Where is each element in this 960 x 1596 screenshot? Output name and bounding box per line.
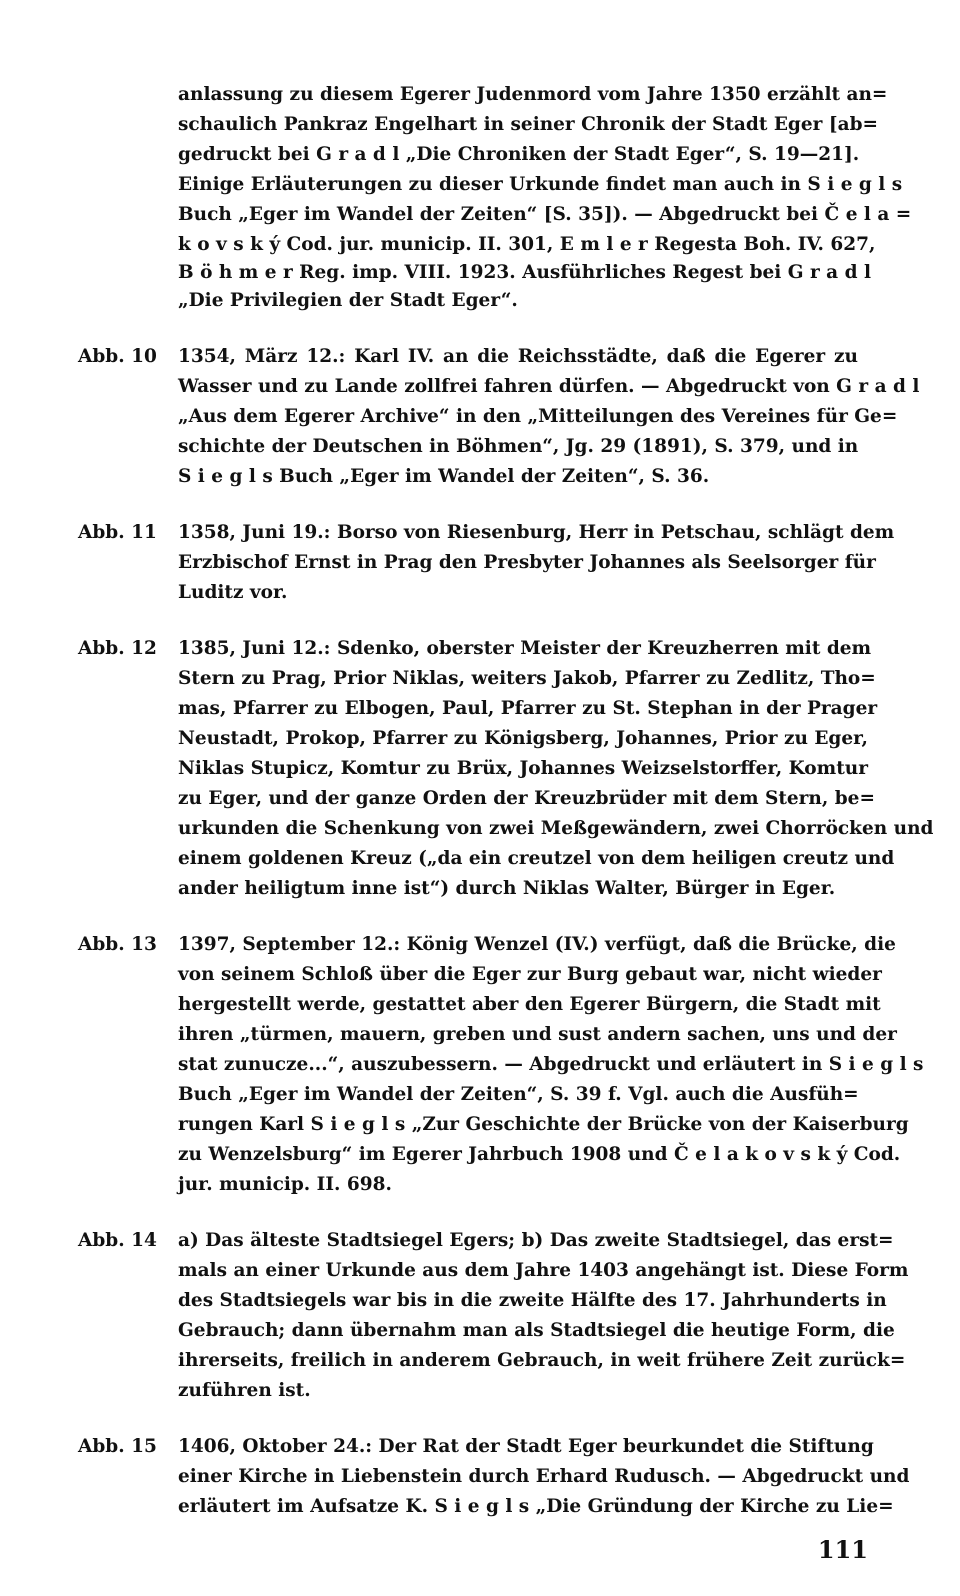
text-line: einem goldenen Kreuz („da ein creutzel von dem heiligen creutz und [178,848,895,869]
text-line: des Stadtsiegels war bis in die zweite Hälfte des 17. Jahrhunderts in [178,1290,887,1311]
text-line: „Die Privilegien der Stadt Eger“. [178,290,518,311]
entry-label: Abb. 13 [78,934,157,955]
entry-label: Abb. 15 [78,1436,157,1457]
text-line: urkunden die Schenkung von zwei Meßgewändern, zwei Chorröcken und [178,818,934,839]
entry-label: Abb. 14 [78,1230,157,1251]
text-line: ihrerseits, freilich in anderem Gebrauch, in weit frühere Zeit zurück= [178,1350,906,1371]
text-line: zuführen ist. [178,1380,311,1401]
text-line: Buch „Eger im Wandel der Zeiten“, S. 39 f. Vgl. auch die Ausfüh= [178,1084,859,1105]
text-line: gedruckt bei G r a d l „Die Chroniken der Stadt Eger“, S. 19—21]. [178,144,860,165]
text-line: jur. municip. II. 698. [178,1174,392,1195]
text-line: „Aus dem Egerer Archive“ in den „Mitteilungen des Vereines für Ge= [178,406,898,427]
text-line: schichte der Deutschen in Böhmen“, Jg. 29 (1891), S. 379, und in [178,436,859,457]
text-line: Wasser und zu Lande zollfrei fahren dürfen. — Abgedruckt von G r a d l [178,376,920,397]
text-line: anlassung zu diesem Egerer Judenmord vom Jahre 1350 erzählt an= [178,84,888,105]
page-number: 111 [817,1535,868,1564]
text-line: zu Eger, und der ganze Orden der Kreuzbrüder mit dem Stern, be= [178,788,875,809]
entry-label: Abb. 11 [78,522,157,543]
text-line: Luditz vor. [178,582,288,603]
text-line: mas, Pfarrer zu Elbogen, Paul, Pfarrer zu St. Stephan in der Prager [178,698,878,719]
text-line: stat zunucze...“, auszubessern. — Abgedruckt und erläutert in S i e g l s [178,1054,924,1075]
text-line: ihren „türmen, mauern, greben und sust andern sachen, uns und der [178,1024,897,1045]
text-line: Neustadt, Prokop, Pfarrer zu Königsberg, Johannes, Prior zu Eger, [178,728,868,749]
text-line: k o v s k ý Cod. jur. municip. II. 301, E m l e r Regesta Boh. IV. 627, [178,234,876,255]
text-line: 1385, Juni 12.: Sdenko, oberster Meister der Kreuzherren mit dem [178,638,872,659]
text-line: B ö h m e r Reg. imp. VIII. 1923. Ausführliches Regest bei G r a d l [178,262,872,283]
text-line: Stern zu Prag, Prior Niklas, weiters Jakob, Pfarrer zu Zedlitz, Tho= [178,668,876,689]
text-line: Niklas Stupicz, Komtur zu Brüx, Johannes Weizselstorffer, Komtur [178,758,868,779]
text-line: erläutert im Aufsatze K. S i e g l s „Die Gründung der Kirche zu Lie= [178,1496,894,1517]
text-line: von seinem Schloß über die Eger zur Burg gebaut war, nicht wieder [178,964,882,985]
text-line: ander heiligtum inne ist“) durch Niklas Walter, Bürger in Eger. [178,878,836,899]
entry-label: Abb. 12 [78,638,157,659]
text-line: Erzbischof Ernst in Prag den Presbyter Johannes als Seelsorger für [178,552,876,573]
text-line: Einige Erläuterungen zu dieser Urkunde findet man auch in S i e g l s [178,174,903,195]
text-line: zu Wenzelsburg“ im Egerer Jahrbuch 1908 und Č e l a k o v s k ý Cod. [178,1144,901,1165]
text-line: Gebrauch; dann übernahm man als Stadtsiegel die heutige Form, die [178,1320,895,1341]
text-line: S i e g l s Buch „Eger im Wandel der Zeiten“, S. 36. [178,466,710,487]
text-line: schaulich Pankraz Engelhart in seiner Chronik der Stadt Eger [ab= [178,114,879,135]
entry-label: Abb. 10 [78,346,157,367]
text-line: Buch „Eger im Wandel der Zeiten“ [S. 35]). — Abgedruckt bei Č e l a = [178,204,912,225]
text-line: mals an einer Urkunde aus dem Jahre 1403 angehängt ist. Diese Form [178,1260,909,1281]
text-line: 1354, März 12.: Karl IV. an die Reichsstädte, daß die Egerer zu [178,346,858,367]
text-line: rungen Karl S i e g l s „Zur Geschichte der Brücke von der Kaiserburg [178,1114,909,1135]
text-line: 1358, Juni 19.: Borso von Riesenburg, Herr in Petschau, schlägt dem [178,522,895,543]
text-line: 1406, Oktober 24.: Der Rat der Stadt Eger beurkundet die Stiftung [178,1436,874,1457]
text-line: 1397, September 12.: König Wenzel (IV.) verfügt, daß die Brücke, die [178,934,896,955]
text-line: einer Kirche in Liebenstein durch Erhard Rudusch. — Abgedruckt und [178,1466,910,1487]
text-line: a) Das älteste Stadtsiegel Egers; b) Das zweite Stadtsiegel, das erst= [178,1230,894,1251]
text-line: hergestellt werde, gestattet aber den Egerer Bürgern, die Stadt mit [178,994,881,1015]
